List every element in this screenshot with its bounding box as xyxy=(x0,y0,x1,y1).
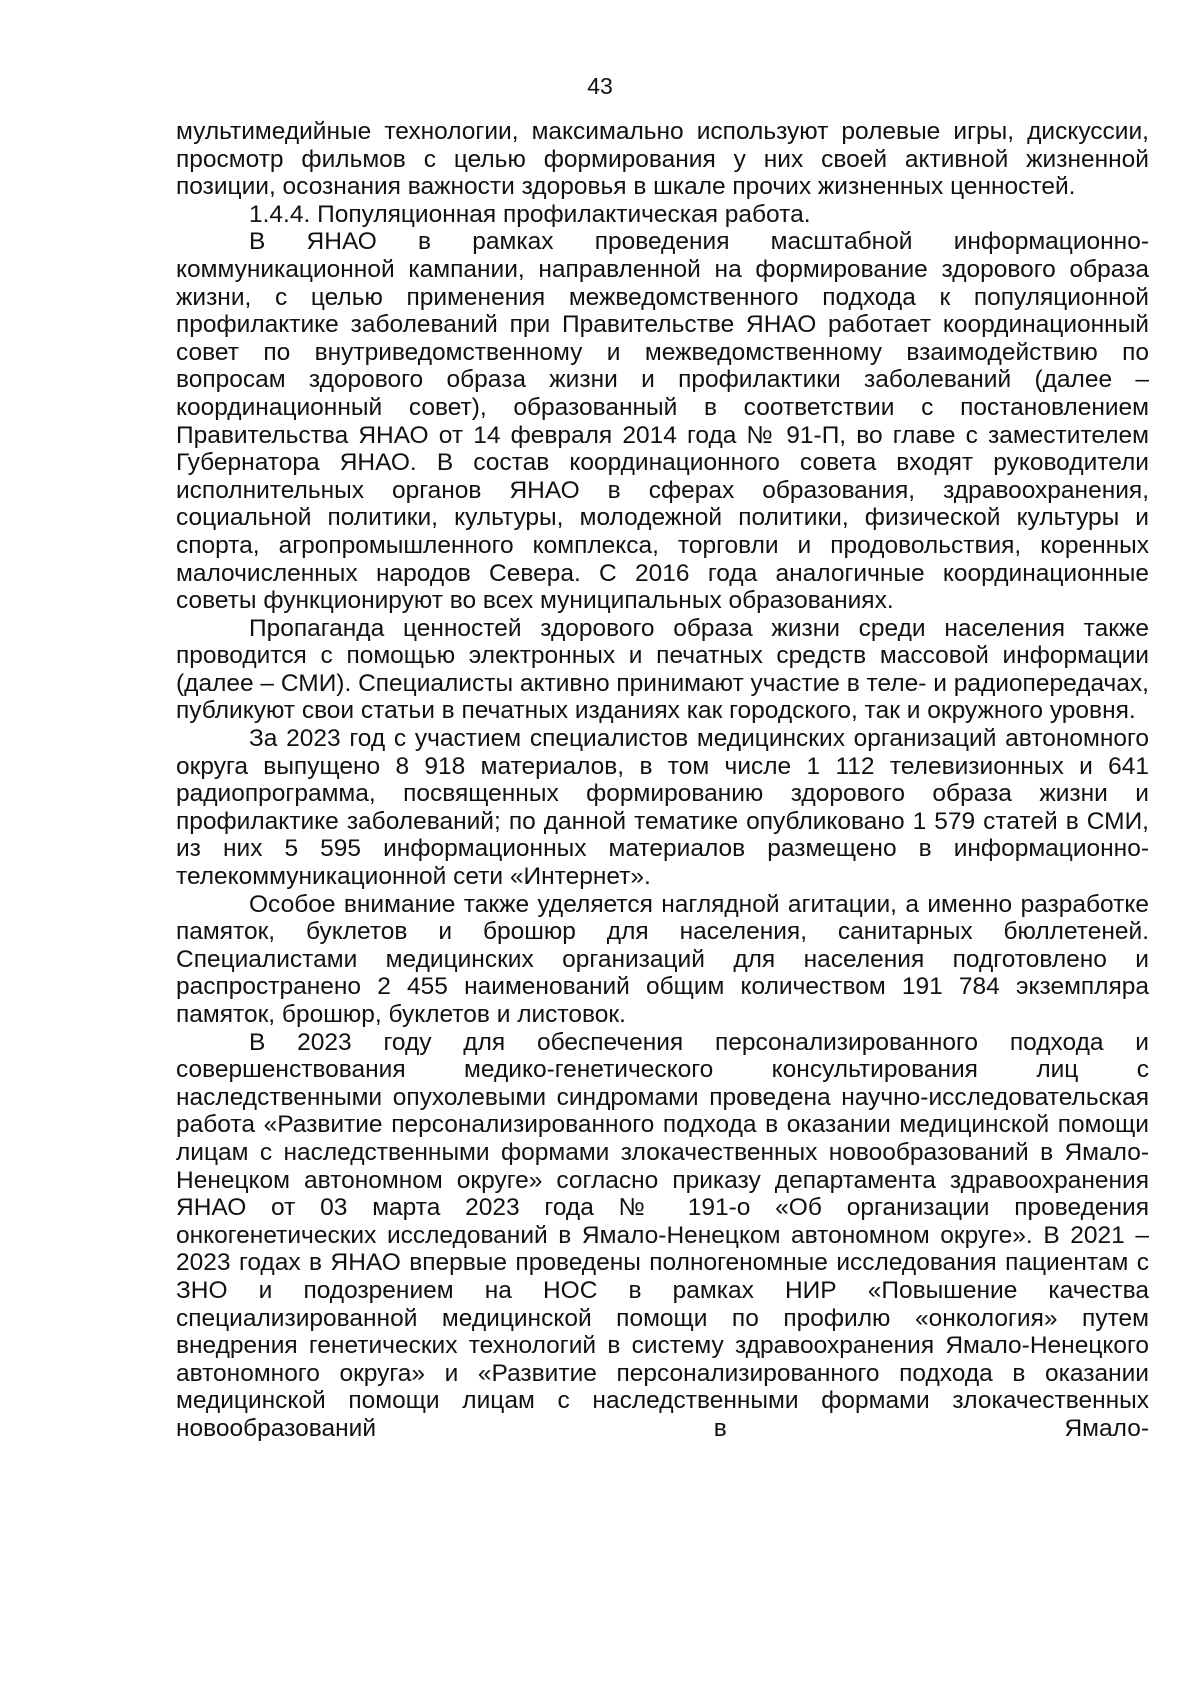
paragraph: В 2023 году для обеспечения персонализированного подхода и совершенствования медико-генетического консультирования лиц с наследственными опухолевыми синдромами проведена научно-исследовательская работа «Развитие персонализированного подхода в оказании медицинской помощи лицам с наследственными формами злокачественных новообразований в Ямало-Ненецком автономном округе» согласно приказу департамента здравоохранения ЯНАО от 03 марта 2023 года № 191-о «Об организации проведения онкогенетических исследований в Ямало-Ненецком автономном округе». В 2021 – 2023 годах в ЯНАО впервые проведены полногеномные исследования пациентам с ЗНО и подозрением на НОС в рамках НИР «Повышение качества специализированной медицинской помощи по профилю «онкология» путем внедрения генетических технологий в систему здравоохранения Ямало-Ненецкого автономного округа» и «Развитие персонализированного подхода в оказании медицинской помощи лицам с наследственными формами злокачественных новообразований в Ямало- xyxy=(176,1028,1149,1442)
paragraph: Пропаганда ценностей здорового образа жизни среди населения также проводится с помощью электронных и печатных средств массовой информации (далее – СМИ). Специалисты активно принимают участие в теле- и радиопередачах, публикуют свои статьи в печатных изданиях как городского, так и окружного уровня. xyxy=(176,614,1149,725)
paragraph: 1.4.4. Популяционная профилактическая работа. xyxy=(249,200,811,228)
paragraph: Особое внимание также уделяется наглядной агитации, а именно разработке памяток, буклетов и брошюр для населения, санитарных бюллетеней. Специалистами медицинских организаций для населения подготовлено и распространено 2 455 наименований общим количеством 191 784 экземпляра памяток, брошюр, буклетов и листовок. xyxy=(176,890,1149,1028)
document-body xyxy=(176,118,1149,1443)
page-number: 43 xyxy=(587,73,613,99)
paragraph: мультимедийные технологии, максимально используют ролевые игры, дискуссии, просмотр фильмов с целью формирования у них своей активной жизненной позиции, осознания важности здоровья в шкале прочих жизненных ценностей. xyxy=(176,118,1149,201)
paragraph: В ЯНАО в рамках проведения масштабной информационно-коммуникационной кампании, направленной на формирование здорового образа жизни, с целью применения межведомственного подхода к популяционной профилактике заболеваний при Правительстве ЯНАО работает координационный совет по внутриведомственному и межведомственному взаимодействию по вопросам здорового образа жизни и профилактики заболеваний (далее – координационный совет), образованный в соответствии с постановлением Правительства ЯНАО от 14 февраля 2014 года № 91-П, во главе с заместителем Губернатора ЯНАО. В состав координационного совета входят руководители исполнительных органов ЯНАО в сферах образования, здравоохранения, социальной политики, культуры, молодежной политики, физической культуры и спорта, агропромышленного комплекса, торговли и продовольствия, коренных малочисленных народов Севера. С 2016 года аналогичные координационные советы функционируют во всех муниципальных образованиях. xyxy=(176,228,1149,615)
paragraph: За 2023 год с участием специалистов медицинских организаций автономного округа выпущено 8 918 материалов, в том числе 1 112 телевизионных и 641 радиопрограмма, посвященных формированию здорового образа жизни и профилактике заболеваний; по данной тематике опубликовано 1 579 статей в СМИ, из них 5 595 информационных материалов размещено в информационно-телекоммуникационной сети «Интернет». xyxy=(176,725,1149,891)
